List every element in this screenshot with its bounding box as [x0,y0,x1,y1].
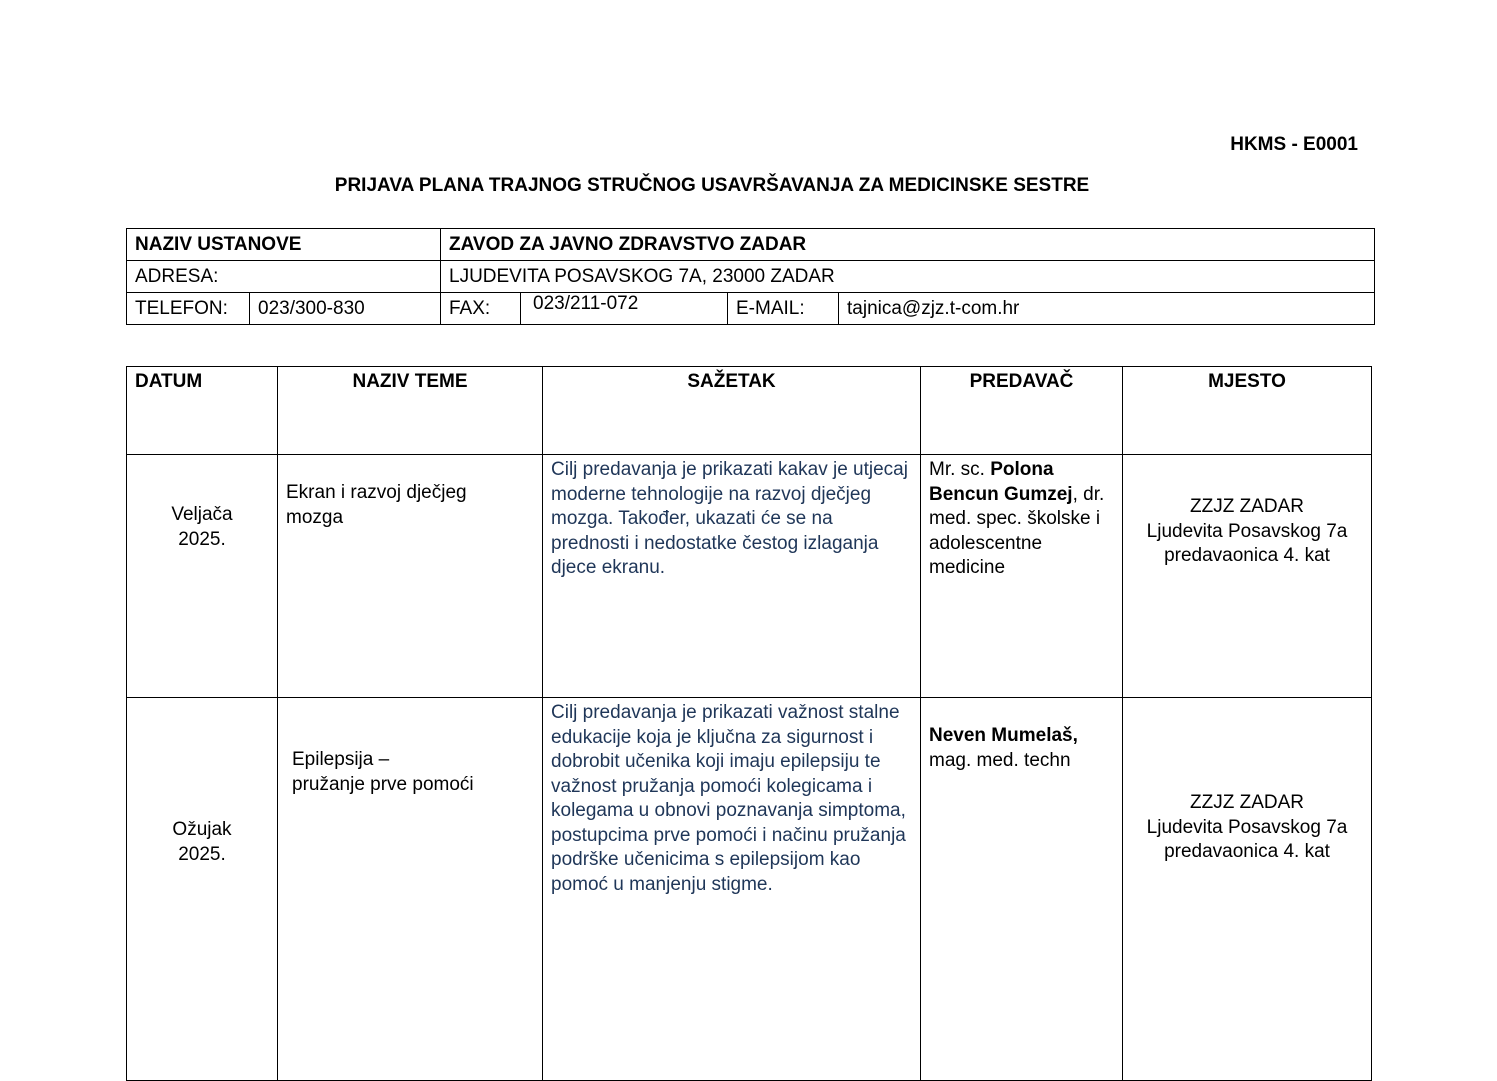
document-code: HKMS - E0001 [1230,134,1358,155]
email-label: E-MAIL: [728,293,839,325]
institution-address-row [127,261,1375,293]
topic-line: Ekran i razvoj dječjeg [286,482,467,503]
summary-cell: Cilj predavanja je prikazati važnost stalne edukacije koja je ključna za sigurnost i dobrobit učenika koji imaju epilepsiju te važnost pružanja pomoći kolegicama i kolegama u obnovi poznavanja simptoma, postupcima prve pomoći i načinu pružanja podrške učenicima s epilepsijom kao pomoć u manjenju stigme. [543,698,921,1081]
schedule-header-row [127,367,1372,455]
topic-line: pružanje prve pomoći [292,773,474,795]
place-line: ZZJZ ZADAR [1190,496,1304,517]
institution-contact-row [127,293,1375,325]
topic-line: Epilepsija – [292,749,390,770]
place-line: Ljudevita Posavskog 7a [1146,816,1348,838]
column-header-summary: SAŽETAK [543,367,921,455]
lecturer-title: mag. med. techn [929,749,1071,771]
table-row [127,698,1372,1081]
place-line: predavaonica 4. kat [1164,841,1330,862]
date-year: 2025. [178,843,226,865]
column-header-date: DATUM [127,367,278,455]
table-row [127,455,1372,698]
summary-cell: Cilj predavanja je prikazati kakav je utjecaj moderne tehnologije na razvoj dječjeg mozga. Također, ukazati će se na prednosti i nedostatke čestog izlaganja djece ekranu. [543,455,921,698]
address-label: ADRESA: [127,261,441,293]
date-month: Ožujak [172,819,232,840]
fax-label: FAX: [441,293,521,325]
lecturer-prefix: Mr. sc. [929,459,991,480]
institution-name-label: NAZIV USTANOVE [127,229,441,261]
address-value: LJUDEVITA POSAVSKOG 7A, 23000 ZADAR [441,261,1375,293]
fax-value: 023/211-072 [521,293,728,325]
topic-line: mozga [286,506,344,528]
institution-name-value: ZAVOD ZA JAVNO ZDRAVSTVO ZADAR [441,229,1375,261]
date-cell [127,698,278,1081]
place-cell [1123,455,1372,698]
institution-name-row [127,229,1375,261]
lecturer-cell [921,698,1123,1081]
column-header-topic: NAZIV TEME [278,367,543,455]
phone-value: 023/300-830 [250,293,441,325]
document-title: PRIJAVA PLANA TRAJNOG STRUČNOG USAVRŠAVANJA ZA MEDICINSKE SESTRE [334,175,1090,196]
topic-cell [278,455,543,698]
column-header-lecturer: PREDAVAČ [921,367,1123,455]
phone-label: TELEFON: [127,293,250,325]
lecturer-name: Polona Bencun Gumzej [929,459,1073,505]
email-value[interactable]: tajnica@zjz.t-com.hr [839,293,1375,325]
institution-table [126,228,1375,325]
place-cell [1123,698,1372,1081]
date-cell [127,455,278,698]
lecturer-name: Neven Mumelaš, [929,725,1078,746]
lecturer-cell [921,455,1123,698]
column-header-place: MJESTO [1123,367,1372,455]
date-year: 2025. [178,528,226,550]
date-month: Veljača [171,504,233,525]
place-line: ZZJZ ZADAR [1190,792,1304,813]
place-line: Ljudevita Posavskog 7a [1146,520,1348,542]
lecturer-title: , dr. med. spec. školske i adolescentne medicine [929,483,1105,578]
schedule-table [126,366,1372,1081]
place-line: predavaonica 4. kat [1164,545,1330,566]
topic-cell [278,698,543,1081]
